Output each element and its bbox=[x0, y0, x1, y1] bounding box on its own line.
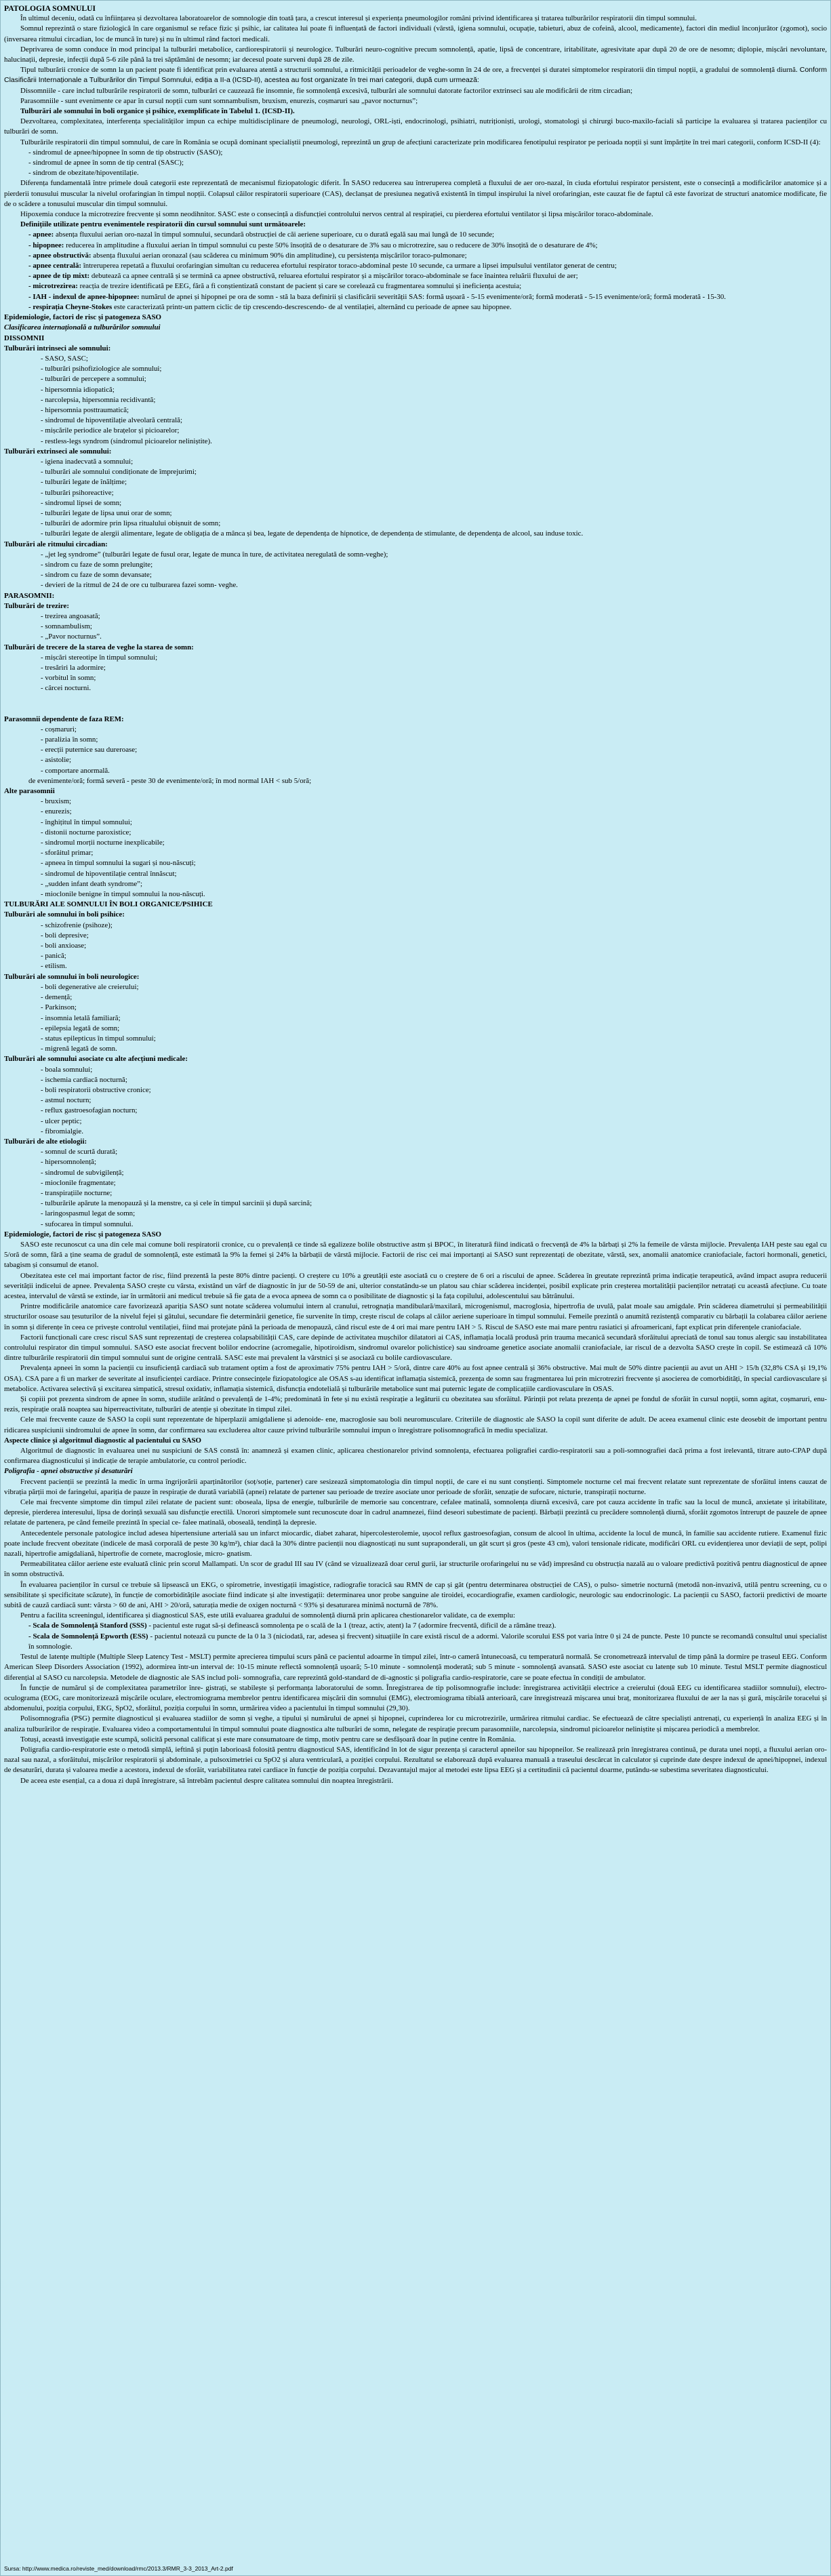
scale-item: - Scala de Somnolență Stanford (SSS) - pacientul este rugat să-și definească somnolența pe o scală de la 1 (treaz, activ, atent) la 7 (adormire frecventă, dificil de a rămâne treaz). bbox=[28, 1622, 556, 1630]
definition-item: - IAH - indexul de apnee-hipopnee: numărul de apnei și hipopnei pe ora de somn - stă la baza definirii și clasificării severității SAS: formă ușoară - 5-15 evenimente/oră; formă moderată - 5-15 evenimente/oră; formă moderată - 15-30. bbox=[28, 292, 726, 301]
definition-item: - hipopnee: reducerea în amplitudine a fluxului aerian în timpul somnului cu peste 50% însoțită de o desaturare de 3% sau o microtrezire, sau o reducere de 30% însoțită de o desaturare de 4%; bbox=[28, 241, 598, 249]
clinical-paragraph: Algoritmul de diagnostic în evaluarea unei nu suspiciuni de SAS constă în: anamneză și examen clinic, aplicarea chestionarelor privind somnolența, efectuarea poligrafiei cardio-respiratorii sau a poli-somnografiei dacă prima a fost irelevantă, titrare auto-CPAP după confirmarea diagnosticului și indicație de terapie ambulatorie, cu control periodic. bbox=[4, 1447, 827, 1466]
clinical-paragraph: Cele mai frecvente simptome din timpul zilei relatate de pacient sunt: oboseala, lipsa de energie, tulburările de memorie sau concentrare, cefalee matinală, somnolența diurnă excesivă, care pot cauza accidente în trafic sau la locul de muncă, anxietate și iritabilitate, depresie, pierderea interesului, lipsa de dorință sexuală sau disfuncție erectilă. Unorori simptomele sunt recunoscute doar în cadrul anamnezei, fiind deseori subestimate de pacienți. Bărbații prezintă cu precădere somnolență diurnă, sforăit zgomotos întrerupt de pauzele de apnee relatate de partenera, pe când femeile prezintă în special ce- faleе matinală, oboseală, tendință la depresie. bbox=[4, 1498, 827, 1527]
clinical-paragraph: Antecedentele personale patologice includ adesea hipertensiune arterială sau un infarct miocardic, diabet zaharat, hipercolesterolemie, ușocol reflux gastroesofagian, consum de alcool în ultima, accidente la locul de muncă, în familie sau accidente rutiere. Examenul fizic poate include frecvent obezitate (indicele de masă corporală de peste 30 kg/m²), chiar dacă la 30% dintre pacienții nou diagnosticați nu sunt supraponderali, un gât scurt și gros (peste 43 cm), valori tensionale ridicate, modificări ORL cu evidențierea unor deviații de sept, polipi nazali, hipertrofie amigdaliană, hipertrofie de cornete, macroglosie, micro- gnatism. bbox=[4, 1529, 827, 1558]
spacer bbox=[4, 704, 827, 715]
group-title: Alte parasomnii bbox=[4, 787, 55, 796]
group-item: - narcolepsia, hipersomnia recidivantă; bbox=[41, 395, 156, 404]
group-title: Tulburări ale somnului asociate cu alte afecțiuni medicale: bbox=[4, 1055, 188, 1064]
source-footer: Sursa: http://www.medica.ro/reviste_med/download/rmc/2013.3/RMR_3-3_2013_Art-2.pdf bbox=[4, 2565, 233, 2572]
group-item: - „sudden infant death syndrome”; bbox=[41, 879, 143, 888]
group-item: - mioclonile fragmentate; bbox=[41, 1178, 116, 1187]
group-item: - igiena inadecvată a somnului; bbox=[41, 457, 134, 466]
epidemiology-paragraph: SASO este recunoscut ca una din cele mai comune boli respiratorii cronice, cu o prevalență ce tinde să egalizeze bolile obstructive astm și BPOC, în literatură fiind indicată o frecvență de 4% la bărbați și 2% la femeile de vârsta mijlocie. Prevalența IAH peste sau egal cu 5/oră de somn, fără a ține seama de gradul de somnolență, este estimată la 9% la femei și 24% la bărbații de vârstă mijlocie. Factorii de risc cei mai importanți ai SASO sunt reprezentați de obezitate, vârstă, sex, anomalii anatomice craniofaciale, factori hormonali, genetici, tabagism și consumul de etanol. bbox=[4, 1240, 827, 1270]
group-item: - tulburări psihofiziologice ale somnului; bbox=[41, 365, 162, 374]
group-item: - cârcei nocturni. bbox=[41, 684, 92, 693]
group-item: - boli depresive; bbox=[41, 931, 89, 940]
group-title: Tulburări ale ritmului circadian: bbox=[4, 540, 108, 548]
icsd-list-item: - sindrom de obezitate/hipoventilație. bbox=[28, 169, 139, 178]
group-item: - insomnia letală familiară; bbox=[41, 1013, 121, 1022]
group-item: - paralizia în somn; bbox=[41, 736, 98, 744]
group-item: - tulburările apărute la menopauză și la menstre, ca și cele în timpul sarcinii și după sarcină; bbox=[41, 1199, 312, 1208]
group-item: - fibromialgie. bbox=[41, 1127, 83, 1135]
definition-item: - microtrezirea: reacția de trezire identificată pe EEG, fără a fi conștientizată constant de pacient și care se corelează cu fragmentarea somnului și ineficiența acestuia; bbox=[28, 282, 522, 291]
section-title: TULBURĂRI ALE SOMNULUI ÎN BOLI ORGANICE/PSIHICE bbox=[4, 900, 213, 909]
group-item: - laringospasmul legat de somn; bbox=[41, 1209, 136, 1218]
group-item: - tulburări de adormire prin lipsa ritualului obișnuit de somn; bbox=[41, 519, 221, 528]
epidemiology-paragraph: Obezitatea este cel mai important factor de risc, fiind prezentă la peste 80% dintre pacienți. O creștere cu 10% a greutății este asociată cu o creștere de 6 ori a riscului de apnee. Scăderea în greutate reprezintă prima indicație terapeutică, având impact asupra reducerii severității indicelui de apnee. Prevalența SASO crește cu vârsta, existând un vârf de diagnostic în jur de 50-59 de ani, ulterior constatându-se un platou sau chiar scăderea incidenței, posibil explicate prin creșterea mortalității pacienților netratați cu această afecțiune. Cu toate acestea, intervalul de vârstă se extinde, iar în următorii ani medicul trebuie să fie gata de a evoca apneea de somn ca o posibilitate de diagnostic și la fața copilului, adolescentului sau bătrânului. bbox=[4, 1271, 827, 1300]
final-paragraph: Poligrafia cardio-respiratorie este o metodă simplă, ieftină și puțin laborioasă folosită pentru diagnosticul SAS, identificând în lot de sigur prezența și caracterul apneilor sau hipopneilor. Se realizează prin înregistrarea continuă, pe durata unei nopți, a fluxului aerian oro-nazal sau nazal, a sforăitului, mișcărilor respiratorii și abdominale, a pulsoximetriei cu SpO2 și alura ventriculară, a poziției corpului. Rezultatul se elaborează după evaluarea manuală a traseului descărcat în calculator și cuprinde date despre indexul de apnei/hipopnei, indexul de desaturări, durata și valoarea medie a acestora, indexul de sforăit, variabilitatea ratei cardiace în funcție de poziția corpului. Dezavantajul major al metodei este lipsa EEG și a certitudinii că pacientul doarme, putându-se subestima severitatea diagnosticului. bbox=[4, 1745, 827, 1775]
group-item: - tulburări legate de alergii alimentare, legate de obligația de a mânca și bea, legate de dependența de hipnotice, de dependența de stimulante, de dependența de alcool, sau induse toxic. bbox=[41, 529, 584, 538]
group-item: - vorbitul în somn; bbox=[41, 674, 96, 683]
group-item: - reflux gastroesofagian nocturn; bbox=[41, 1106, 138, 1115]
group-item: - etilism. bbox=[41, 962, 67, 971]
section-title: Epidemiologie, factori de risc și patogeneza SASO bbox=[4, 1230, 162, 1239]
group-item: - tresăriri la adormire; bbox=[41, 664, 106, 672]
iah-note: de evenimente/oră; formă severă - peste 30 de evenimente/oră; în mod normal IAH < sub 5/oră; bbox=[28, 776, 312, 785]
group-item: - boli respiratorii obstructive cronice; bbox=[41, 1085, 151, 1094]
group-item: - „jet leg syndrome” (tulburări legate de fusul orar, legate de munca în ture, de activitatea neregulată de somn-veghe); bbox=[41, 550, 388, 559]
mslt-paragraph: Testul de latențe multiple (Multiple Sleep Latency Test - MSLT) permite aprecierea timpului scurs până ce pacientul adoarme în timpul zilei, într-o cameră întunecoasă, cu temperatură normală. Se cronometrează intervalul de timp până la dormire pe traseul EEG. Conform American Sleep Disorders Association (1992), adormirea într-un interval de: 10-15 minute reflectă somnolență ușoară; 5-10 minute - somnolență moderată; sub 5 minute - somnolență avansată. SASO este asociat cu latențe sub 10 minute. Testul MSLT permite diagnosticul diferențial al SASO cu narcolepsia. Metodele de diagnostic ale SAS includ poli- somnografia, care reprezintă gold-standard de di-agnostic și poligrafia cardio-respiratorie, care se poate efectua în condiții de ambulator. bbox=[4, 1653, 827, 1682]
group-item: - sindrom cu faze de somn devansate; bbox=[41, 571, 152, 580]
group-item: - mișcări stereotipe în timpul somnului; bbox=[41, 653, 158, 662]
parasomnii-paragraph: Parasomniile - sunt evenimente ce apar în cursul nopții cum sunt somnambulism, bruxism, enurezis, coșmaruri sau „pavor nocturnus”; bbox=[20, 96, 418, 105]
group-item: - sforăitul primar; bbox=[41, 849, 94, 858]
group-item: - coșmaruri; bbox=[41, 725, 77, 733]
definition-item: - respirația Cheyne-Stokes este caracterizată printr-un pattern ciclic de tip crescendo-descrescendo- de al ventilației, alternând cu perioade de apnee sau hipopnee. bbox=[28, 302, 512, 311]
group-item: - somnul de scurtă durată; bbox=[41, 1148, 118, 1156]
epidemiology-paragraph: Factorii funcționali care cresc riscul SAS sunt reprezentați de creșterea colapsabilității CAS, care depinde de activitatea mușchilor dilatatori ai CAS, inflamația locală produsă prin trauma mecanică secundară sforăitului apreciată de tonul sau tonus alergic sau instabilitatea controlului respirator din timpul somnului. SASO este asociat frecvent bolilor endocrine (acromegalie, hipotiroidism, sindromul ovarelor polichistice) sau sindroame genetice asociate anomalii craniofaciale, iar riscul de a dezvolta SASO crește în copil. Se estimează că 10% dintre tulburările respiratorii din timpul somnului sunt de origine centrală. SASC este mai prevalent la vârstnici și se asociază cu bolile cardiovasculare. bbox=[4, 1333, 827, 1363]
group-item: - sindromul lipsei de somn; bbox=[41, 498, 122, 507]
epidemiology-paragraph: Prevalența apneei în somn la pacienții cu insuficiență cardiacă sub tratament optim a fost de aproximativ 75% pentru IAH > 5/oră, dintre care 40% au fost apnee centrală și 36% obstructive. Mai mult de 50% dintre pacienții au avut un AHI > 15/h (32,8% CSA și 19,1% OSA). CSA pare a fi un marker de severitate al insuficienței cardiace. Printre consecințele fiziopatologice ale OSAS s-au identificat inflamația sistemică, prezența de somn sau fragmentarea lui prin microtreziri frecvente și asocierea de comorbidități, în special cardiovasculare și metabolice. Activarea selectivă și excitarea simpatică, stresul oxidativ, inflamația sistemică, disfuncția endotelială și tulburările metabolice sunt mai puternic legate de complicațiile cardiovasculare în OSAS. bbox=[4, 1364, 827, 1393]
group-item: - tulburări psihoreactive; bbox=[41, 488, 114, 497]
group-title: Tulburări de trecere de la starea de veghe la starea de somn: bbox=[4, 643, 194, 651]
final-paragraph: De aceea este esențial, ca a doua zi după înregistrare, să întrebăm pacientul despre calitatea somnului din noaptea înregistrării. bbox=[20, 1776, 394, 1785]
definition-item: - apnee de tip mixt: debutează ca apnee centrală și se termină ca apnee obstructivă, reluarea efortului respirator și a mișcărilor toraco-abdominale se face înaintea reluării fluxului de aer; bbox=[28, 272, 578, 281]
section-title: Epidemiologie, factori de risc și patogeneza SASO bbox=[4, 313, 162, 322]
mechanism-paragraph: Diferența fundamentală între primele două categorii este reprezentată de mecanismul fiziopatologic diferit. În SASO reducerea sau întreruperea completă a fluxului de aer oro-nazal, în ciuda efortului respirator persistent, este o consecință a modificărilor anatomice și a pierderii tonusului muscular la nivelul orofaringian în timpul nopții. Colapsul căilor respiratorii superioare (CAS), declanșat de presiunea negativă existentă în timpul inspirului la nivel orofaringian, este cauzat fie de faptul că este favorizat de structuri anatomice modificate, fie de o scădere a tonusului muscular din timpul somnului. bbox=[4, 179, 827, 208]
definitions-title: Definițiile utilizate pentru evenimentele respiratorii din cursul somnului sunt următoarele: bbox=[20, 220, 306, 229]
group-title: Parasomnii dependente de faza REM: bbox=[4, 715, 124, 723]
group-item: - devieri de la ritmul de 24 de ore cu tulburarea fazei somn- veghe. bbox=[41, 581, 238, 590]
intro-paragraph: Somnul reprezintă o stare fiziologică în care organismul se reface fizic și psihic, iar calitatea lui poate fi influențată de factori individuali (vârstă, igiena somnului, ocupație, tabieturi, abuz de cofeină, alcool, medicamente), factori din mediul înconjurător (zgomot), socio (inversarea ritmului circadian, loc de muncă în ture) și nu în ultimul rând factori medicali. bbox=[4, 24, 827, 43]
group-item: - sindromul morții nocturne inexplicabile; bbox=[41, 839, 165, 847]
group-item: - somnambulism; bbox=[41, 622, 92, 631]
section-title: Aspecte clinice și algoritmul diagnostic al pacientului cu SASO bbox=[4, 1436, 202, 1445]
description-paragraph: Tulburările respiratorii din timpul somnului, de care în România se ocupă dominant specialiștii pneumologi, reprezintă un grup de afecțiuni caracterizate prin modificarea fenotipului respirator pe perioada nopții și sunt împărțite în trei mari categorii, conform ICSD-II (4): bbox=[20, 138, 821, 146]
article-body bbox=[4, 3, 827, 1786]
final-paragraph: În funcție de numărul și de complexitatea parametrilor înre- gistrați, se stabilește și performanța laboratorului de somn. Înregistrarea de tip polisomnografie include: înregistrarea activității electrice a creierului (două EEG cu identificarea stadiilor somnului), electro- oculograma (EOG, care monitorizează mișcările oculare, electromiograma membrelor pentru identificarea mișcării din somnului (EMG), electromiograma tibială anterioară, care înregistrează mișcarea unui braț, monitorizarea fluxului de aer la nas și gură, mișcările toracelui și abdomenului, poziția corpului, EKG, SpO2, sforăitul, poziția corpului în somn, urmărirea video a pacientului în timpul somnului (29,30). bbox=[4, 1683, 827, 1713]
group-item: - Parkinson; bbox=[41, 1003, 77, 1012]
group-item: - erecții puternice sau dureroase; bbox=[41, 746, 138, 754]
group-title: Tulburări de alte etiologii: bbox=[4, 1137, 87, 1146]
group-item: - ischemia cardiacă nocturnă; bbox=[41, 1075, 127, 1084]
intro-paragraph: Deprivarea de somn conduce în mod principal la tulburări metabolice, cardiorespiratorii și neurologice. Tulburări neuro-cognitive precum somnolență, apatie, lipsă de concentrare, iritabilitate, agresivitate apar după 20 de ore de nesomn; diplopie, mișcări nevoluntare, halucinații, depresie, infecții după 5-6 zile până la trei săptămâni de nesomn; iar decesul poate surveni după 28 de zile. bbox=[4, 45, 827, 64]
article-title: PATOLOGIA SOMNULUI bbox=[4, 4, 96, 13]
group-item: - boala somnului; bbox=[41, 1065, 93, 1074]
clinical-paragraph: Frecvent pacienții se prezintă la medic în urma îngrijorării aparținătorilor (soț/soție, partener) care sesizează simptomatologia din timpul nopții, de care ei nu sunt conștienți. Simptomele nocturne cel mai frecvent relatate sunt reprezentate de sforăitul intens cauzat de vibrația părții moi de faringelui, apariția de pauze în respirație de durată variabilă (apnei) relatate de partener sau perioade de trezire asociate unor perioade de sforăit, senzație de sufocare, nicturie, transpirații nocturne. bbox=[4, 1477, 827, 1496]
group-item: - tulburări legate de înălțime; bbox=[41, 478, 127, 487]
group-item: - enurezis; bbox=[41, 807, 72, 816]
group-item: - hipersomnia posttraumatică; bbox=[41, 405, 129, 414]
group-item: - SASO, SASC; bbox=[41, 354, 88, 363]
group-item: - apneea în timpul somnului la sugari și nou-născuți; bbox=[41, 859, 196, 868]
group-item: - restless-legs syndrom (sindromul picioarelor neliniștite). bbox=[41, 437, 212, 445]
group-item: - tulburări legate de lipsa unui orar de somn; bbox=[41, 508, 172, 517]
definition-item: - apnee centrală: întreruperea repetată a fluxului orofaringian simultan cu reducerea efortului respirator toraco-abdominal peste 10 secunde, ca urmare a lipsei impulsului ventilator generat de centru; bbox=[28, 262, 617, 270]
classification-title: Clasificarea internațională a tulburărilor somnului bbox=[4, 323, 161, 332]
group-title: Tulburări ale somnului în boli neurologice: bbox=[4, 972, 140, 981]
group-item: - boli degenerative ale creierului; bbox=[41, 982, 139, 991]
group-item: - schizofrenie (psihoze); bbox=[41, 921, 113, 929]
group-item: - bruxism; bbox=[41, 797, 72, 806]
group-item: - hipersomnia idiopatică; bbox=[41, 385, 115, 394]
group-item: - sindrom cu faze de somn prelungite; bbox=[41, 560, 153, 569]
group-item: - demență; bbox=[41, 993, 73, 1002]
definition-item: - apnee: absența fluxului aerian oro-nazal în timpul somnului, secundară obstrucției de căi aeriene superioare, cu o durată egală sau mai lungă de 10 secunde; bbox=[28, 230, 495, 239]
group-item: - status epilepticus în timpul somnului; bbox=[41, 1034, 156, 1043]
scale-item: - Scala de Somnolență Epworth (ESS) - pacientul notează cu puncte de la 0 la 3 (niciodată, rar, adesea și frecvent) situațiile în care există riscul de a adormi. Valorile scorului ESS pot varia între 0 și 24 de puncte. Peste 10 puncte se recomandă consultul unui specialist în somnologie. bbox=[28, 1632, 827, 1651]
group-item: - migrenă legată de somn. bbox=[41, 1045, 117, 1053]
intro-paragraph: În ultimul deceniu, odată cu înființarea și dezvoltarea laboratoarelor de somnologie din toată țara, a crescut interesul și experiența pneumologilor români privind identificarea și tratarea tulburărilor respiratorii din timpul somnului. bbox=[20, 14, 697, 23]
spacer bbox=[4, 694, 827, 704]
group-title: Tulburări intrinseci ale somnului: bbox=[4, 344, 111, 353]
group-item: - tulburări de percepere a somnului; bbox=[41, 375, 146, 384]
icsd-list-item: - sindromul de apnee/hipopnee în somn de tip obstructiv (SASO); bbox=[28, 148, 223, 157]
clinical-paragraph: Permeabilitatea căilor aeriene este evaluată clinic prin scorul Mallampati. Un scor de gradul III sau IV (când se vizualizează doar cerul gurii, iar structurile orofaringelui nu se văd) impresând cu obstrucția nazală au o valoare predictivă pozitivă pentru diagnosticul de apnee în somn obstructivă. bbox=[4, 1560, 827, 1579]
clinical-paragraph: În evaluarea pacienților în cursul ce trebuie să lipsească un EKG, o spirometrie, investigații imagistice, radiografie toracică sau RMN de cap și gât (pentru determinarea obstrucției de CAS), o pulso- simetrie nocturnă (metodă non-invazivă, utilă pentru screening, cu o sensibilitate și specificitate scăzute), în funcție de comorbiditățile asociate fiind indicate și alte investigații: determinarea unor probe sanguine ale tiroidei, ecocardiografie, examen cardiologic, neurologic sau endocrinologic. La pacienții cu SASO, factorii predictivi de moarte subită de cauză cardiacă sunt: vârsta > 60 de ani, AHI > 20/oră, saturația medie de oxigen nocturnă < 93% și desaturarea minimă nocturnă de 78%. bbox=[4, 1580, 827, 1610]
group-item: - comportare anormală. bbox=[41, 766, 110, 775]
epidemiology-paragraph: Și copiii pot prezenta sindrom de apnee în somn, studiile arătând o prevalență de 1-4%; predominată în fete și nu există respirație a legăturii cu obezitatea sau sforăitul. Părinții pot relata prezența de apnei pe fondul de sforăit în cursul nopții, somn agitat, coșmaruri, enu- rezis, respirație orală noaptea sau hiperreactivitate, tulburări de atenție și obezitate în timpul zilei. bbox=[4, 1395, 827, 1414]
group-item: - mioclonile benigne în timpul somnului la nou-născuți. bbox=[41, 890, 205, 899]
group-item: - ulcer peptic; bbox=[41, 1116, 82, 1125]
intro-paragraph: Tipul tulburării cronice de somn la un pacient poate fi identificat prin evaluarea atentă a structurii somnului, a ritmicității perioadelor de veghe-somn în 24 de ore, a frecvenței și duratei simptomelor respiratorii din timpul nopții, a gradului de somnolență diurnă. Conform Clasificării Internaționale a Tulburărilor din Timpul Somnului, ediția a II-a (ICSD-II), acestea au fost organizate în trei mari categorii, după cum urmează: bbox=[4, 66, 827, 85]
group-item: - astmul nocturn; bbox=[41, 1096, 92, 1105]
group-item: - boli anxioase; bbox=[41, 942, 87, 950]
dissomnii-title: DISSOMNII bbox=[4, 334, 45, 342]
epidemiology-paragraph: Printre modificările anatomice care favorizează apariția SASO sunt notate scăderea volumului intern al cranului, retrognația mandibulară/maxilară, microgenismul, macroglosia, hipertrofia de uvulă, palat moale sau amigdale. Prin scăderea diametrului și permeabilității structurilor osoase sau țesuturilor de la nivelul fejei și gâtului, secundare fie determinării genetice, fie survenite în timp, crește riscul de colaps al căilor aeriene superioare în timpul somnului. Femeile prezintă o anumită rezistență comparativ cu bărbații la colabarea căilor aeriene în somn și diferențe în ceea ce privește controlul ventilației, fiind mai protejate până la perioada de menopauză, când riscul este de 4 ori mai mare pentru IAH > 5. Riscul de SASO este mai mare pentru rasiatici și afroamericani, fapt explicat prin diferențele craniofaciale. bbox=[4, 1302, 827, 1331]
icsd-list-item: - sindromul de apnee în somn de tip central (SASC); bbox=[28, 159, 184, 167]
dissomnii-paragraph: Dissomniile - care includ tulburările respiratorii de somn, tulburări ce cauzează fie insomnie, fie somnolență excesivă, tulburări ale somnului datorate factorilor extrinseci sau ale modificării de ritm circadian; bbox=[20, 86, 632, 95]
classification-note: Conform Clasificării Internaționale a Tulburărilor din Timpul Somnului, ediția a II-a (ICSD-II), acestea au fost organizate în trei mari categorii, după cum urmează: bbox=[4, 66, 827, 85]
group-item: - sindromul de hipoventilație alveolară centrală; bbox=[41, 416, 182, 425]
group-item: - panică; bbox=[41, 952, 66, 961]
group-title: Tulburări ale somnului în boli psihice: bbox=[4, 910, 125, 919]
final-paragraph: Totuși, această investigație este scumpă, solicită personal calificat și este mare consumatoare de timp, motiv pentru care se desfășoară doar în puține centre în România. bbox=[20, 1735, 516, 1744]
group-item: - „Pavor nocturnus”. bbox=[41, 632, 102, 641]
group-item: - tulburări ale somnului condiționate de împrejurimi; bbox=[41, 468, 197, 477]
group-item: - transpirațiile nocturne; bbox=[41, 1188, 113, 1197]
group-item: - asistolie; bbox=[41, 756, 72, 765]
final-paragraph: Polisomnografia (PSG) permite diagnosticul și evaluarea stadiilor de somn și veghe, a tipului și numărului de apnei și hipopnei, cuprinderea lor cu microtrezirile, urmărirea ritmului cardiac. Se efectuează de către specialiști antrenați, cu experiență în analiza EEG și în analiza tulburărilor de respirație. Evaluarea video a comportamentului în timpul somnului poate diagnostica alte tulburări de somn, nelegate de respirație precum parasomniile, narcolepsia, sindromul picioarelor neliniștite și mișcarea periodică a membrelor. bbox=[4, 1714, 827, 1733]
group-item: - sindromul de subvigilență; bbox=[41, 1168, 124, 1177]
group-item: - epilepsia legată de somn; bbox=[41, 1024, 120, 1032]
group-item: - trezirea angoasată; bbox=[41, 611, 100, 620]
clinical-paragraph: Pentru a facilita screeningul, identificarea și diagnosticul SAS, este utilă evaluarea gradului de somnolență diurnă prin aplicarea chestionarelor validate, ca de exemplu: bbox=[20, 1611, 516, 1620]
group-item: - mișcările periodice ale brațelor și picioarelor; bbox=[41, 426, 180, 435]
parasomnii-title: PARASOMNII: bbox=[4, 591, 55, 600]
definition-item: - apnee obstructivă: absența fluxului aerian oronazal (sau scăderea cu minimum 90% din amplitudine), cu persistența mișcărilor toraco-pulmonare; bbox=[28, 251, 467, 260]
description-paragraph: Dezvoltarea, complexitatea, interferența specialităților impun ca echipe multidisciplinare de pneumologi, neurologi, ORL-iști, endocrinologi, psihiatri, nutriționiști, urologi, stomatologi și chirurgi buco-maxilo-faciali să participe la evaluarea și tratarea pacienților cu tulburări de somn. bbox=[4, 117, 827, 136]
group-title: Tulburări extrinseci ale somnului: bbox=[4, 447, 112, 456]
group-title: Tulburări de trezire: bbox=[4, 601, 69, 610]
group-item: - hipersomnolență; bbox=[41, 1158, 96, 1167]
group-item: - sufocarea în timpul somnului. bbox=[41, 1220, 134, 1228]
polygraphy-title: Poligrafia - apnei obstructive și desaturări bbox=[4, 1467, 133, 1476]
group-item: - înghițitul în timpul somnului; bbox=[41, 818, 132, 826]
mechanism-paragraph: Hipoxemia conduce la microtrezire frecvente și somn neodihnitor. SASC este o consecință a disfuncției controlului nervos central al respirației, cu pierderea efortului ventilator și lipsa mișcărilor toraco-abdominale. bbox=[20, 210, 653, 219]
group-item: - sindromul de hipoventilație central înnăscut; bbox=[41, 869, 177, 878]
epidemiology-paragraph: Cele mai frecvente cauze de SASO la copii sunt reprezentate de hiperplazii amigdaliene și adenoide- ene, macroglosie sau boli neuromusculare. Criteriile de diagnostic ale SASO la copil sunt diferite de adult. De aceea examenul clinic este deosebit de important pentru ridicarea suspiciunii sindromului de apnee în somn, dar confirmarea sau excluderea altor cauze privind tulburările somnului impun o înregistrare polisomnografică în mediu specializat. bbox=[4, 1415, 827, 1434]
group-item: - distonii nocturne paroxistice; bbox=[41, 828, 131, 837]
table-reference: Tulburări ale somnului în boli organice și psihice, exemplificate în Tabelul 1. (ICSD-II). bbox=[20, 107, 295, 116]
